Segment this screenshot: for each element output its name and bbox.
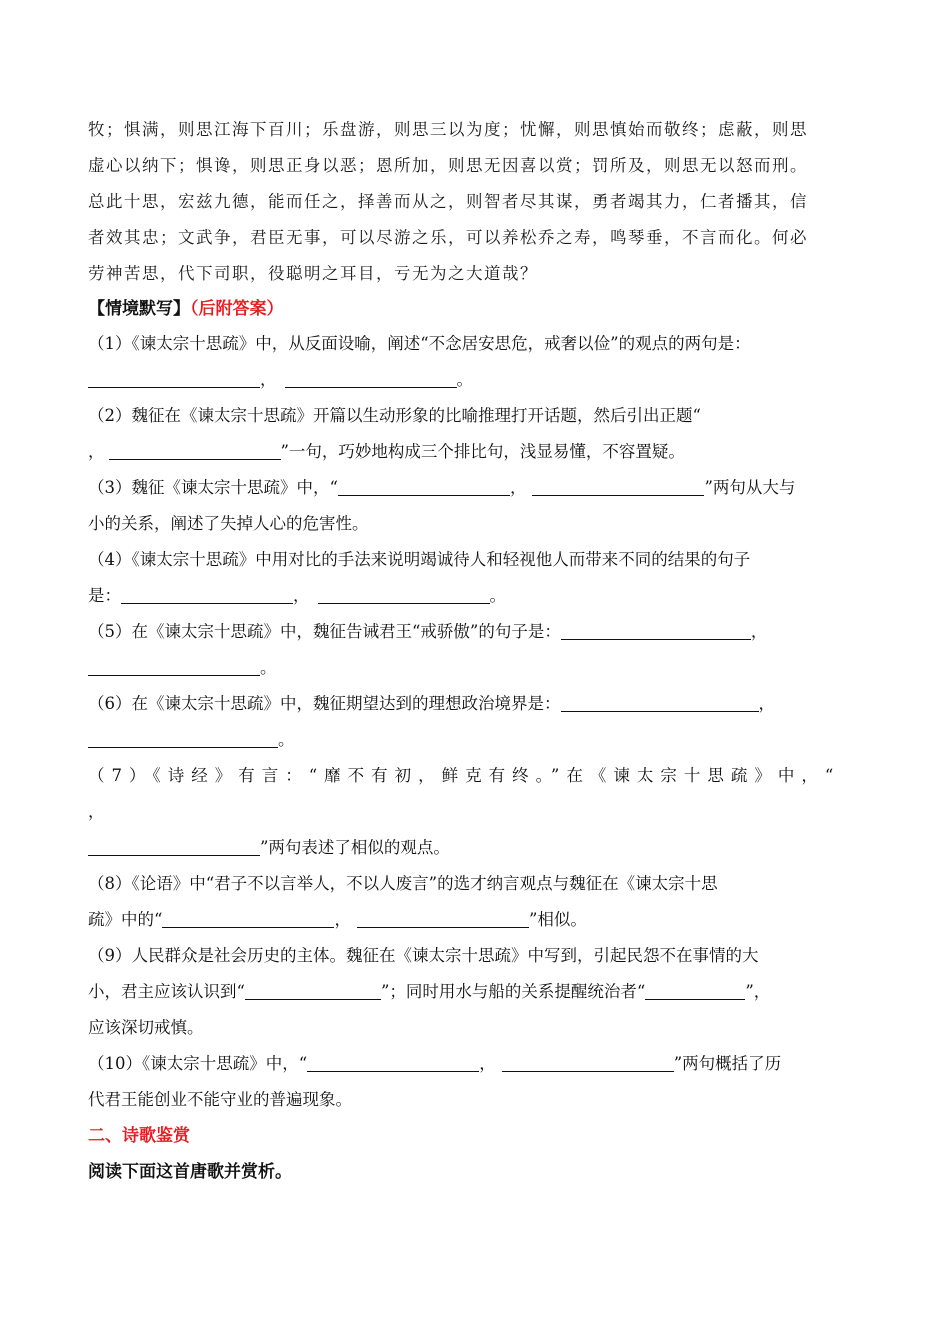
question-text: ”相似。	[528, 910, 587, 929]
separator: ，	[293, 586, 310, 605]
section-title: 二、诗歌鉴赏	[88, 1126, 190, 1146]
dictation-questions	[88, 326, 864, 1118]
passage-line: 总此十思，宏兹九德，能而任之，择善而从之，则智者尽其谋，勇者竭其力，仁者播其，信	[88, 192, 808, 211]
period: 。	[278, 730, 295, 749]
answer-blank[interactable]	[121, 583, 293, 604]
question-text: 小的关系，阐述了失掉人心的危害性。	[88, 514, 369, 533]
answer-line	[88, 722, 864, 758]
section-instruction: 阅读下面这首唐歌并赏析。	[88, 1162, 292, 1182]
question-text: ”；同时用水与船的关系提醒统治者“	[380, 982, 646, 1001]
question-text: （1）《谏太宗十思疏》中，从反面设喻，阐述“不念居安思危，戒奢以俭”的观点的两句是：	[88, 334, 751, 353]
question-text: （10）《谏太宗十思疏》中，“	[88, 1054, 308, 1073]
passage-line: 牧；惧满，则思江海下百川；乐盘游，则思三以为度；忧懈，则思慎始而敬终；虑蔽，则思	[88, 120, 808, 139]
separator: ，	[88, 802, 105, 821]
period: 。	[260, 658, 277, 677]
question-text: （6）在《谏太宗十思疏》中，魏征期望达到的理想政治境界是：	[88, 694, 561, 713]
question-text: ”一句，巧妙地构成三个排比句，浅显易懂，不容置疑。	[280, 442, 685, 461]
answer-blank[interactable]	[88, 367, 260, 388]
answer-blank[interactable]	[338, 475, 510, 496]
answer-blank[interactable]	[285, 367, 457, 388]
answer-note: （后附答案）	[190, 299, 284, 319]
question-1	[88, 326, 864, 362]
question-9: （9）人民群众是社会历史的主体。魏征在《谏太宗十思疏》中写到，引起民怨不在事情的大	[88, 946, 759, 965]
answer-line	[88, 362, 864, 398]
separator: ，	[334, 910, 351, 929]
question-7: （7）《诗经》有言：“靡不有初，鲜克有终。”在《谏太宗十思疏》中，“	[88, 766, 841, 785]
question-text: 疏》中的“	[88, 910, 163, 929]
answer-line	[88, 650, 864, 686]
question-2	[88, 398, 864, 434]
answer-blank[interactable]	[561, 619, 751, 640]
answer-blank[interactable]	[318, 583, 490, 604]
answer-blank[interactable]	[532, 475, 704, 496]
answer-blank[interactable]	[162, 907, 334, 928]
answer-blank[interactable]	[88, 727, 278, 748]
dictation-title: 【情境默写】	[88, 299, 190, 319]
answer-line	[88, 830, 864, 866]
question-text: 小，君主应该认识到“	[88, 982, 245, 1001]
answer-blank[interactable]	[88, 655, 260, 676]
question-text: 应该深切戒慎。	[88, 1018, 204, 1037]
answer-blank[interactable]	[245, 979, 381, 1000]
answer-line	[88, 578, 864, 614]
answer-blank[interactable]	[502, 1051, 674, 1072]
separator: ，	[750, 622, 768, 641]
question-text: ”两句概括了历	[673, 1054, 782, 1073]
answer-blank[interactable]	[109, 439, 281, 460]
period: 。	[456, 370, 473, 389]
answer-blank[interactable]	[88, 835, 260, 856]
question-text: ”两句从大与	[704, 478, 796, 497]
question-4: （4）《谏太宗十思疏》中用对比的手法来说明竭诚待人和轻视他人而带来不同的结果的句子	[88, 550, 751, 569]
answer-line	[88, 974, 864, 1010]
question-text: （2）魏征在《谏太宗十思疏》开篇以生动形象的比喻推理打开话题，然后引出正题“	[88, 406, 701, 425]
separator: ，	[758, 694, 775, 713]
question-8: （8）《论语》中“君子不以言举人，不以人废言”的选才纳言观点与魏征在《谏太宗十思	[88, 874, 718, 893]
answer-line	[88, 902, 864, 938]
classical-passage	[88, 112, 864, 292]
passage-line: 劳神苦思，代下司职，役聪明之耳目，亏无为之大道哉？	[88, 264, 538, 283]
period: 。	[489, 586, 506, 605]
answer-blank[interactable]	[561, 691, 759, 712]
separator: ，	[88, 442, 105, 461]
separator: ，	[479, 1054, 496, 1073]
question-text: （3）魏征《谏太宗十思疏》中，“	[88, 478, 338, 497]
answer-line	[88, 434, 864, 470]
question-text: ”，	[745, 982, 771, 1001]
answer-blank[interactable]	[307, 1051, 479, 1072]
question-10	[88, 1046, 864, 1082]
question-3	[88, 470, 864, 506]
question-6	[88, 686, 864, 722]
separator: ，	[509, 478, 527, 497]
separator: ，	[260, 370, 277, 389]
passage-line: 者效其忠；文武争，君臣无事，可以尽游之乐，可以养松乔之寿，鸣琴垂，不言而化。何必	[88, 228, 808, 247]
question-text: ”两句表述了相似的观点。	[260, 838, 450, 857]
question-text: 代君王能创业不能守业的普遍现象。	[88, 1090, 352, 1109]
answer-blank[interactable]	[645, 979, 745, 1000]
document-page	[88, 112, 864, 1190]
question-text: 是：	[88, 586, 121, 605]
answer-blank[interactable]	[357, 907, 529, 928]
question-text: （5）在《谏太宗十思疏》中，魏征告诫君王“戒骄傲”的句子是：	[88, 622, 561, 641]
question-5	[88, 614, 864, 650]
dictation-heading	[88, 292, 864, 326]
passage-line: 虚心以纳下；惧谗，则思正身以恶；恩所加，则思无因喜以赏；罚所及，则思无以怒而刑。	[88, 156, 808, 175]
